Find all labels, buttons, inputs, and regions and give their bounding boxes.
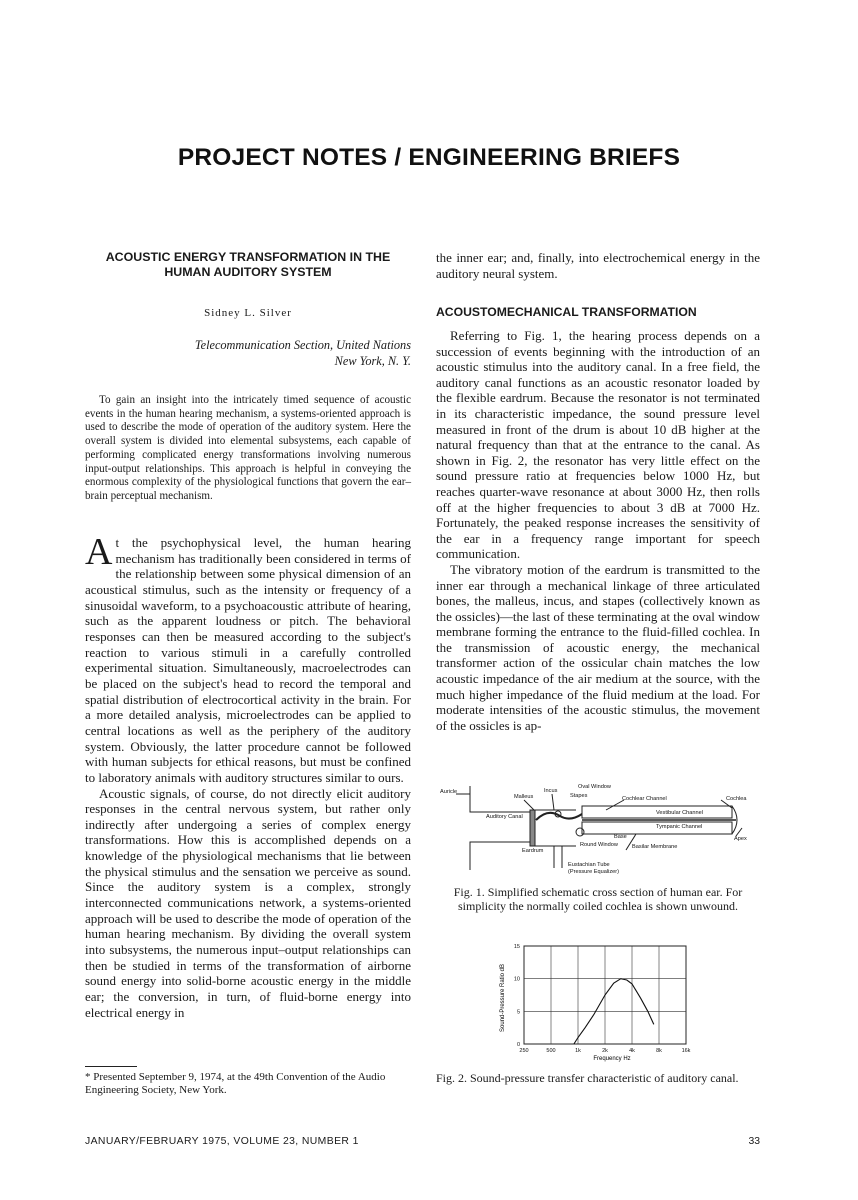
footnote-rule [85, 1066, 137, 1067]
article-title [85, 250, 411, 280]
fig1-label-tympanic-channel: Tympanic Channel [656, 824, 703, 830]
running-footer: JANUARY/FEBRUARY 1975, VOLUME 23, NUMBER 1 [85, 1136, 359, 1147]
auricle-outline [470, 786, 506, 812]
chart-y-tick-label: 15 [513, 944, 520, 950]
fig1-label-apex: Apex [734, 836, 747, 842]
fig1-label-incus: Incus [544, 788, 558, 794]
chart-y-axis-label: Sound-Pressure Ratio dB [500, 963, 506, 1033]
author-affiliation [85, 338, 447, 369]
body-paragraph-3: Referring to Fig. 1, the hearing process depends on a succession of events beginning with the introduction of an acoustic stimulus into the auditory canal. In a free field, the auditory canal functions as an acoustic resonator loaded by the flexible eardrum. Because the resonator is not terminated in its characteristic impedance, the sound pressure level measured in front of the drum is about 10 dB higher at the natural frequency than that at the entrance to the canal. As shown in Fig. 2, the resonator has very little effect on the sound pressure ratio at frequencies below 1000 Hz, but reaches quarter-wave resonance at about 3000 Hz, then rolls off at the higher frequencies to about 3 dB at 7000 Hz. Fortunately, the peaked response increases the sensitivity of the ear in a frequency range important for speech communication. [436, 328, 760, 562]
fig1-label-vestibular-channel: Vestibular Channel [656, 810, 703, 816]
chart-x-tick-label: 16k [681, 1048, 691, 1054]
body-paragraph-1 [85, 531, 411, 786]
figure-1-caption: Fig. 1. Simplified schematic cross section of human ear. For simplicity the normally coiled cochlea is shown unwound. [453, 885, 743, 913]
fig1-label-basilar-membrane: Basilar Membrane [632, 844, 678, 850]
fig1-label-eardrum: Eardrum [522, 848, 544, 854]
figure-2-caption: Fig. 2. Sound-pressure transfer characteristic of auditory canal. [436, 1071, 739, 1085]
article-title-line2: HUMAN AUDITORY SYSTEM [164, 265, 332, 279]
section-heading: ACOUSTOMECHANICAL TRANSFORMATION [436, 305, 697, 319]
affiliation-line1: Telecommunication Section, United Nations [194, 338, 411, 352]
body-paragraph-4: The vibratory motion of the eardrum is transmitted to the inner ear through a mechanical linkage of three articulated bones, the malleus, incus, and stapes (collectively known as the ossicles)—the last of these terminating at the oval window membrane forming the entrance to the fluid-filled cochlea. In the transmission of acoustic energy, the mechanical transformer action of the ossicular chain matches the low acoustic impedance of the air medium at the source, with the much higher impedance of the fluid medium at the load. For moderate intensities of the acoustic stimulus, the movement of the ossicles is ap- [436, 561, 760, 733]
eardrum-shape [530, 810, 535, 846]
fig1-label-stapes: Stapes [570, 793, 588, 799]
body-paragraph-2: Acoustic signals, of course, do not directly elicit auditory responses in the central nervous system, but rather only indirectly after undergoing a series of complex energy transformations. How this is accomplished depends on a knowledge of the physiological mechanisms that lie between the physical stimulus and the sensation we perceive as sound. Since the auditory system is a complex, strongly interconnected communications network, a systems-oriented approach will be used to describe the mode of operation of the human hearing mechanism. By dividing the overall system into subsystems, the numerous input–output relationships can then be studied in terms of the transformation of airborne sound energy into solid-borne acoustic energy in the middle ear; the conversion, in turn, of fluid-borne energy into electrical energy in [85, 785, 411, 1020]
fig1-label-cochlea: Cochlea [726, 796, 747, 802]
body-right [436, 328, 760, 733]
fig1-label-auditory-canal: Auditory Canal [486, 814, 523, 820]
chart-x-tick-label: 500 [546, 1048, 556, 1054]
author-name: Sidney L. Silver [204, 307, 292, 319]
chart-x-tick-label: 4k [629, 1048, 635, 1054]
fig1-label-auricle: Auricle [440, 789, 458, 795]
article-title-line1: ACOUSTIC ENERGY TRANSFORMATION IN THE [105, 250, 391, 264]
fig1-label-round-window: Round Window [580, 842, 618, 848]
figure-1-diagram [436, 780, 760, 880]
page-banner: PROJECT NOTES / ENGINEERING BRIEFS [177, 144, 681, 171]
body-left [85, 531, 411, 1020]
fig1-label-pressure-equalizer: (Pressure Equalizer) [568, 869, 619, 875]
auricle-outline-lower [470, 842, 506, 870]
fig1-label-cochlear-channel: Cochlear Channel [622, 796, 667, 802]
chart-x-tick-label: 2k [602, 1048, 608, 1054]
body-right-continuation: the inner ear; and, finally, into electrochemical energy in the auditory neural system. [436, 250, 760, 281]
footnote: * Presented September 9, 1974, at the 49th Convention of the Audio Engineering Society, New York. [85, 1071, 386, 1096]
fig1-label-eustachian-tube: Eustachian Tube [568, 862, 610, 868]
fig1-label-malleus: Malleus [514, 794, 534, 800]
chart-x-tick-label: 8k [656, 1048, 662, 1054]
chart-y-tick-label: 5 [516, 1009, 520, 1016]
fig1-label-base: Base [614, 834, 627, 840]
chart-x-tick-label: 250 [519, 1048, 529, 1054]
chart-y-tick-label: 0 [516, 1042, 520, 1048]
drop-cap: A [85, 531, 113, 573]
body-paragraph-1-text: t the psychophysical level, the human hearing mechanism has traditionally been considered in terms of the relationship between some physical dimension of an acoustical stimulus, such as the intensity or frequency of a sinusoidal waveform, to a psychoacoustic attribute of hearing, such as the apparent loudness or pitch. The behavioral responses can then be measured according to the subject's reaction to various stimuli in a carefully controlled experimental situation. Simultaneously, macroelectrodes can be placed on the subject's head to record the temporal and spatial distribution of electrocortical activity in the brain. For a more detailed analysis, microelectrodes can be applied to central locations as well as the periphery of the auditory system. Obviously, the latter procedure cannot be followed with human subjects for ethical reasons, but must be confined to laboratory animals with auditory structures similar to ours. [85, 535, 411, 785]
fig1-label-oval-window: Oval Window [578, 784, 611, 790]
chart-x-axis-label: Frequency Hz [593, 1056, 631, 1062]
page-number: 33 [748, 1136, 760, 1147]
abstract: To gain an insight into the intricately timed sequence of acoustic events in the human hearing mechanism, a systems-oriented approach is used to describe the mode of operation of the auditory system. Here the overall system is divided into elemental subsystems, each capable of performing complicated energy transformations involving numerous input-output relationships. This approach is helpful in conveying the enormous complexity of the physiological functions that govern the ear–brain perceptual mechanism. [85, 394, 411, 502]
affiliation-line2: New York, N. Y. [334, 353, 411, 368]
figure-2-chart [496, 938, 706, 1064]
chart-y-tick-label: 10 [513, 976, 520, 983]
chart-x-tick-label: 1k [575, 1048, 581, 1054]
